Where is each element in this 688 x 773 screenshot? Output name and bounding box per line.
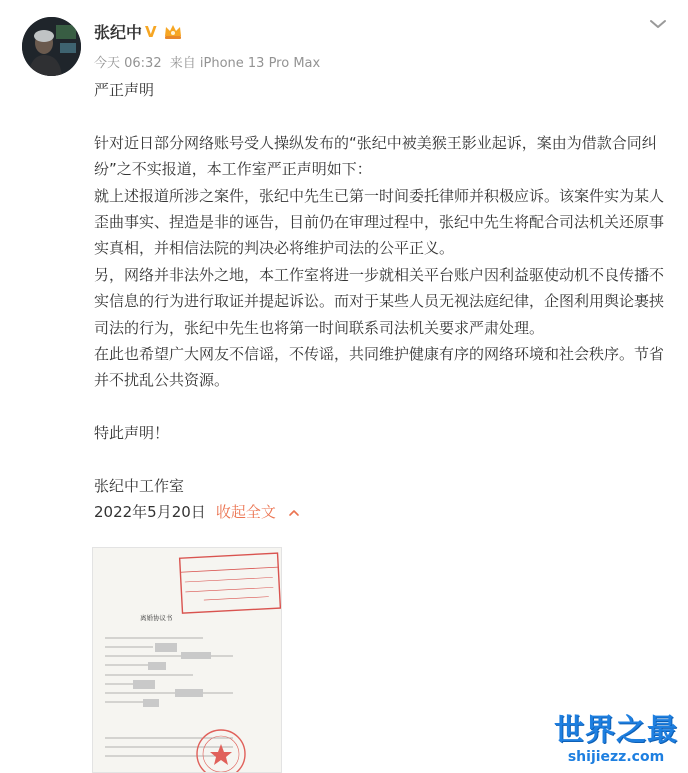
date-line (94, 499, 664, 525)
post-content (94, 77, 664, 526)
author-name[interactable]: 张纪中 (94, 23, 143, 42)
chevron-up-icon[interactable] (288, 508, 300, 518)
document-scan (93, 548, 282, 773)
paragraph: 另，网络并非法外之地，本工作室将进一步就相关平台账户因利益驱使动机不良传播不实信息的行为进行取证并提起诉讼。而对于某些人员无视法庭纪律，企图利用舆论裹挟司法的行为，张纪中先生也将第一时间联系司法机关要求严肃处理。 (94, 265, 665, 337)
watermark-url: shijiezz.com (567, 749, 665, 765)
signature: 张纪中工作室 (94, 477, 185, 496)
statement-title: 严正声明 (94, 81, 155, 99)
verified-v-icon: V (145, 23, 157, 41)
avatar-image (22, 17, 81, 76)
chevron-down-icon[interactable] (646, 14, 670, 34)
paragraph: 就上述报道所涉之案件，张纪中先生已第一时间委托律师并积极应诉。该案件实为某人歪曲事实、捏造是非的诬告，目前仍在审理过程中，张纪中先生将配合司法机关还原事实真相，并相信法院的判决必将维护司法的公平正义。 (94, 186, 665, 258)
avatar[interactable] (22, 17, 81, 76)
post-source: 来自 iPhone 13 Pro Max (169, 56, 321, 71)
post-time[interactable]: 今天 06:32 (94, 56, 162, 71)
statement-date: 2022年5月20日 (94, 503, 206, 522)
paragraph-gap (94, 394, 664, 420)
vip-crown-icon[interactable] (163, 22, 183, 40)
post-meta (94, 52, 324, 71)
paragraph: 针对近日部分网络账号受人操纵发布的“张纪中被美猴王影业起诉，案由为借款合同纠纷”之不实报道，本工作室严正声明如下： (94, 133, 657, 179)
collapse-button[interactable]: 收起全文 (215, 503, 276, 522)
paragraph: 在此也希望广大网友不信谣，不传谣，共同维护健康有序的网络环境和社会秩序。节省并不扰乱公共资源。 (94, 345, 665, 390)
paragraph-gap (94, 103, 664, 129)
watermark-logo: 世界之最 (554, 713, 678, 748)
document-image[interactable] (92, 547, 282, 773)
paragraph-gap (94, 447, 664, 473)
closing-line: 特此声明！ (94, 424, 170, 443)
site-watermark (554, 714, 678, 766)
document-title: 离婚协议书 (140, 614, 173, 622)
